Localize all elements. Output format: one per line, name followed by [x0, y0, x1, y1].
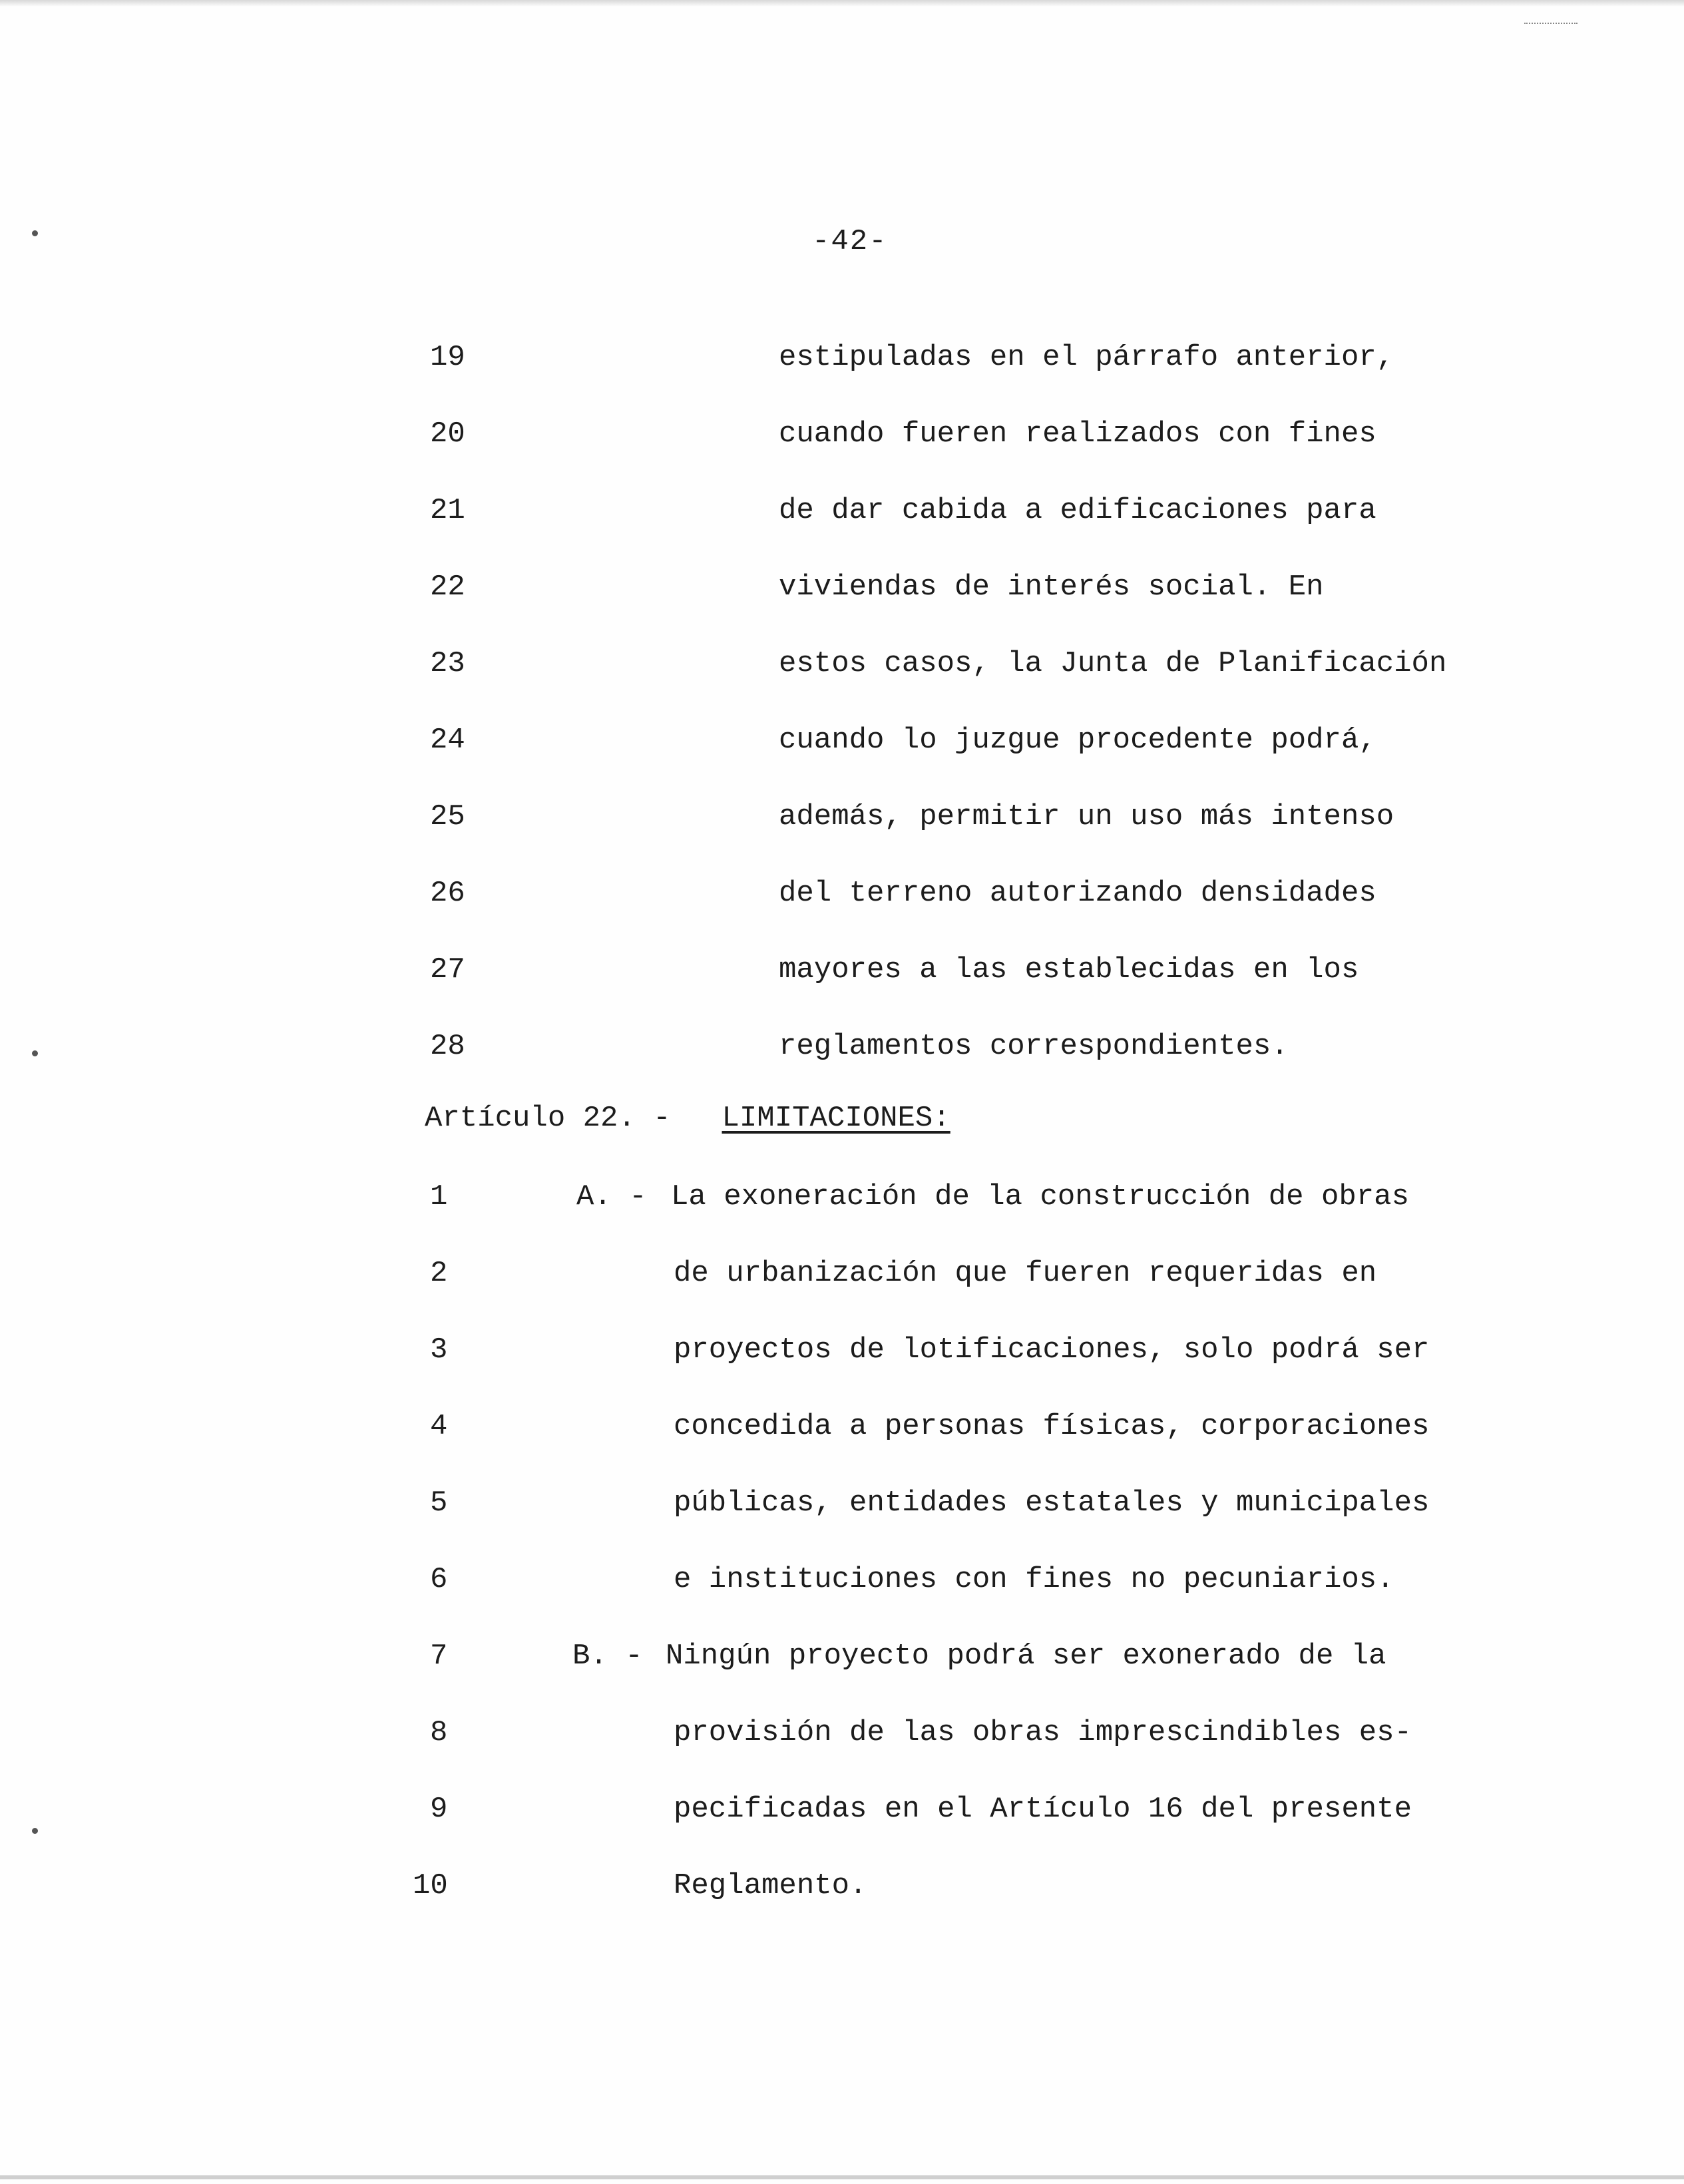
scan-corner-mark — [1524, 23, 1578, 27]
text-line: mayores a las establecidas en los — [779, 953, 1359, 986]
line-number: 8 — [430, 1716, 448, 1749]
punch-hole-mark — [32, 1050, 38, 1056]
text-line: de dar cabida a edificaciones para — [779, 494, 1376, 527]
line-number: 5 — [430, 1486, 448, 1520]
text-line: cuando fueren realizados con fines — [779, 417, 1376, 451]
text-line: además, permitir un uso más intenso — [779, 800, 1394, 833]
scan-bottom-edge — [0, 2175, 1684, 2179]
text-line: viviendas de interés social. En — [779, 570, 1324, 604]
text-line: cuando lo juzgue procedente podrá, — [779, 724, 1376, 757]
article-title: LIMITACIONES: — [722, 1102, 950, 1135]
text-line: pecificadas en el Artículo 16 del presente — [674, 1793, 1412, 1826]
line-number: 1 — [430, 1180, 448, 1213]
line-number: 6 — [430, 1563, 448, 1596]
line-number: 22 — [430, 570, 465, 604]
text-line: del terreno autorizando densidades — [779, 877, 1376, 910]
line-number: 25 — [430, 800, 465, 833]
item-a-label: A. - — [576, 1180, 647, 1213]
line-number: 24 — [430, 724, 465, 757]
line-number: 27 — [430, 953, 465, 986]
line-number: 3 — [430, 1333, 448, 1367]
text-line: concedida a personas físicas, corporaciones — [674, 1410, 1430, 1443]
text-line: de urbanización que fueren requeridas en — [674, 1257, 1377, 1290]
text-line: La exoneración de la construcción de obras — [671, 1180, 1409, 1213]
line-number: 7 — [430, 1639, 448, 1673]
text-line: e instituciones con fines no pecuniarios. — [674, 1563, 1394, 1596]
text-line: reglamentos correspondientes. — [779, 1030, 1289, 1063]
scan-top-edge — [0, 0, 1684, 7]
line-number: 26 — [430, 877, 465, 910]
page-number: -42- — [812, 225, 888, 258]
text-line: estipuladas en el párrafo anterior, — [779, 341, 1394, 374]
line-number: 2 — [430, 1257, 448, 1290]
line-number: 21 — [430, 494, 465, 527]
text-line: Ningún proyecto podrá ser exonerado de la — [666, 1639, 1386, 1673]
item-b-label: B. - — [572, 1639, 643, 1673]
line-number: 28 — [430, 1030, 465, 1063]
line-number: 4 — [430, 1410, 448, 1443]
line-number: 19 — [430, 341, 465, 374]
punch-hole-mark — [32, 1828, 38, 1834]
text-line: proyectos de lotificaciones, solo podrá ser — [674, 1333, 1430, 1367]
article-heading — [425, 1100, 950, 1137]
line-number: 23 — [430, 647, 465, 680]
text-line: públicas, entidades estatales y municipales — [674, 1486, 1430, 1520]
article-label: Artículo 22. - — [425, 1102, 671, 1135]
punch-hole-mark — [32, 230, 38, 236]
line-number: 20 — [430, 417, 465, 451]
line-number: 9 — [430, 1793, 448, 1826]
text-line: Reglamento. — [674, 1869, 867, 1902]
line-number: 10 — [413, 1869, 448, 1902]
text-line: estos casos, la Junta de Planificación — [779, 647, 1447, 680]
text-line: provisión de las obras imprescindibles es- — [674, 1716, 1412, 1749]
